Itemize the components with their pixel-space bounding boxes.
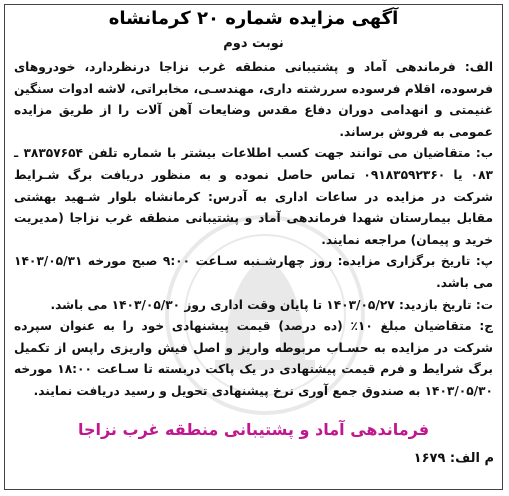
notice-body [14, 57, 493, 403]
notice-frame [4, 4, 503, 490]
organization-name: فرماندهی آماد و پشتیبانی منطقه غرب نزاجا [77, 420, 430, 439]
paragraph-pe: پ: تاریخ برگزاری مزایده: روز چهارشـنبه سـاعت ۹:۰۰ صبح مورخه ۱۴۰۳/۰۵/۳۱ می باشد. [14, 254, 493, 290]
paragraph-be: ب: متقاضیان می توانند جهت کسب اطلاعات بیشتر با شماره تلفن ۳۸۳۵۷۶۵۴ ـ ۰۸۳ یا ۰۹۱۸۳۵۹۲۳۶۰ تماس حاصل نموده و به منظور دریافت برگ شـرایط شرکت در مزایده در ساعات اداری به آدرس: کرمانشاه بلوار شـهید بهشتی مقابل بیمارستان شهدا فرماندهی آماد و پشتیبانی منطقه غرب نزاجا (مدیریت خرید و پیمان) مراجعه نمایند. [14, 146, 493, 247]
paragraph-alef: الف: فرماندهی آماد و پشتیبانی منطقه غرب نزاجا درنظردارد، خودروهای فرسوده، اقلام فرسوده سررشته داری، مهندسـی، مخابراتی، لاشه ادوات سنگین غنیمتی و انهدامی دوران دفاع مقدس وضایعات آهن آلات را از طریق مزایده عمومی به فروش برساند. [14, 60, 493, 139]
paragraph-te: ت: تاریخ بازدید: ۱۴۰۳/۰۵/۲۷ تا پایان وقت اداری روز ۱۴۰۳/۰۵/۳۰ می باشد. [50, 297, 493, 312]
notice-title: آگهی مزایده شماره ۲۰ کرمانشاه [108, 8, 399, 29]
paragraph-jim: ج: متقاضیان مبلغ ۱۰٪ (ده درصد) قیمت پیشنهادی خود را به عنوان سپرده شرکت در مزایده به حسـاب مربوطه واریز و اصل فیش واریزی راپس از تکمیل برگ شرایط و فرم قیمت پیشنهادی در یک پاکت دربسته تا سـاعت ۱۸:۰۰ مورخه ۱۴۰۳/۰۵/۳۰ به صندوق جمع آوری نرخ پیشنهادی تحویل و رسید دریافت نمایند. [14, 319, 493, 398]
notice-round: نوبت دوم [223, 36, 284, 51]
reference-number: م الف: ۱۶۷۹ [413, 451, 494, 466]
